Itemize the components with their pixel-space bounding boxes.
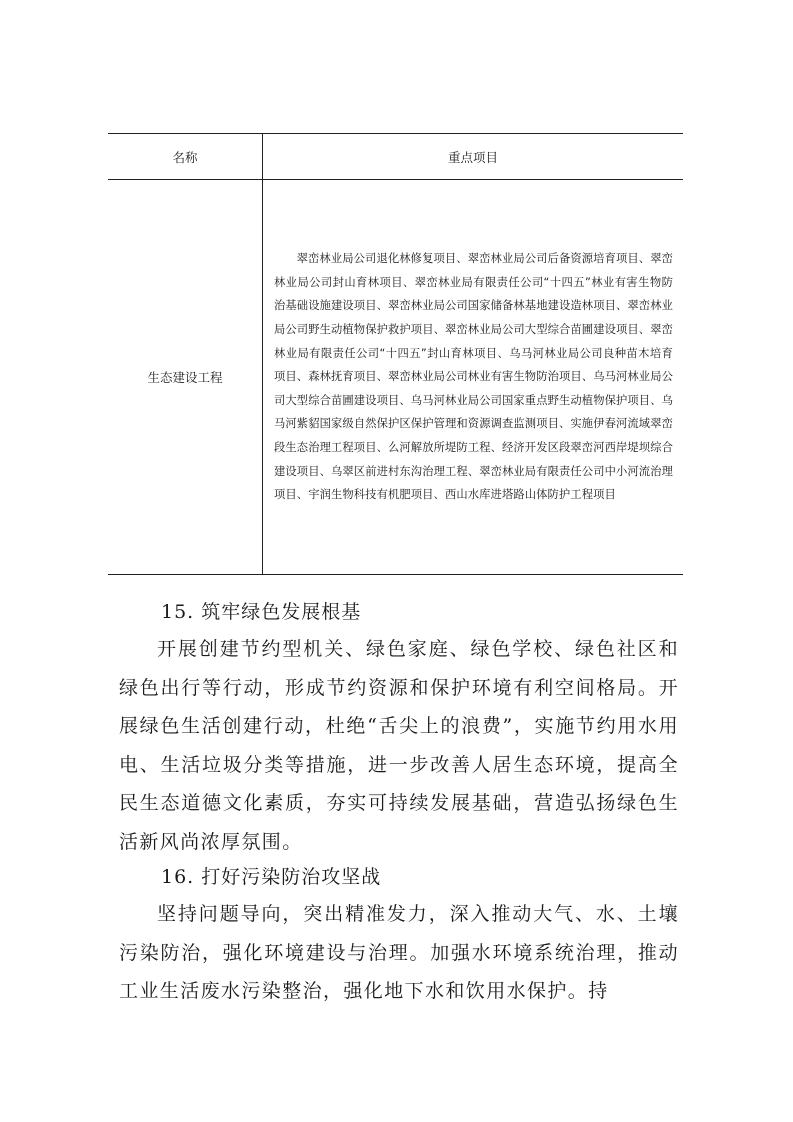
section-16-body: 坚持问题导向，突出精准发力，深入推动大气、水、土壤污染防治，强化环境建设与治理。加强水环境系统治理，推动工业生活废水污染整治，强化地下水和饮用水保护。持 (119, 903, 679, 1003)
row-name: 生态建设工程 (108, 180, 263, 574)
projects-table (108, 133, 683, 575)
section-15 (119, 594, 679, 862)
section-16 (119, 859, 679, 1011)
section-16-heading: 16. 打好污染防治攻坚战 (161, 866, 382, 888)
row-projects-cell (263, 180, 683, 574)
row-projects: 翠峦林业局公司退化林修复项目、翠峦林业局公司后备资源培育项目、翠峦林业局公司封山育林项目、翠峦林业局有限责任公司“十四五”林业有害生物防治基础设施建设项目、翠峦林业局公司国家储备林基地建设造林项目、翠峦林业局公司野生动植物保护救护项目、翠峦林业局公司大型综合苗圃建设项目、翠峦林业局有限责任公司“十四五”封山育林项目、乌马河林业局公司良种苗木培育项目、森林抚育项目、翠峦林业局公司林业有害生物防治项目、乌马河林业局公司大型综合苗圃建设项目、乌马河林业局公司国家重点野生动植物保护项目、乌马河紫貂国家级自然保护区保护管理和资源调查监测项目、实施伊春河流域翠峦段生态治理工程项目、么河解放所堤防工程、经济开发区段翠峦河西岸堤坝综合建设项目、乌翠区前进村东沟治理工程、翠峦林业局有限责任公司中小河流治理项目、宇润生物科技有机肥项目、西山水库进塔路山体防护工程项目 (274, 252, 673, 502)
header-projects: 重点项目 (447, 149, 498, 165)
section-15-body: 开展创建节约型机关、绿色家庭、绿色学校、绿色社区和绿色出行等行动，形成节约资源和保护环境有利空间格局。开展绿色生活创建行动，杜绝“舌尖上的浪费”，实施节约用水用电、生活垃圾分类等措施，进一步改善人居生态环境，提高全民生态道德文化素质，夯实可持续发展基础，营造弘扬绿色生活新风尚浓厚氛围。 (119, 638, 679, 853)
table-row (108, 180, 683, 574)
section-15-heading: 15. 筑牢绿色发展根基 (161, 601, 362, 623)
table-header-row (108, 134, 683, 180)
header-name: 名称 (108, 134, 263, 179)
